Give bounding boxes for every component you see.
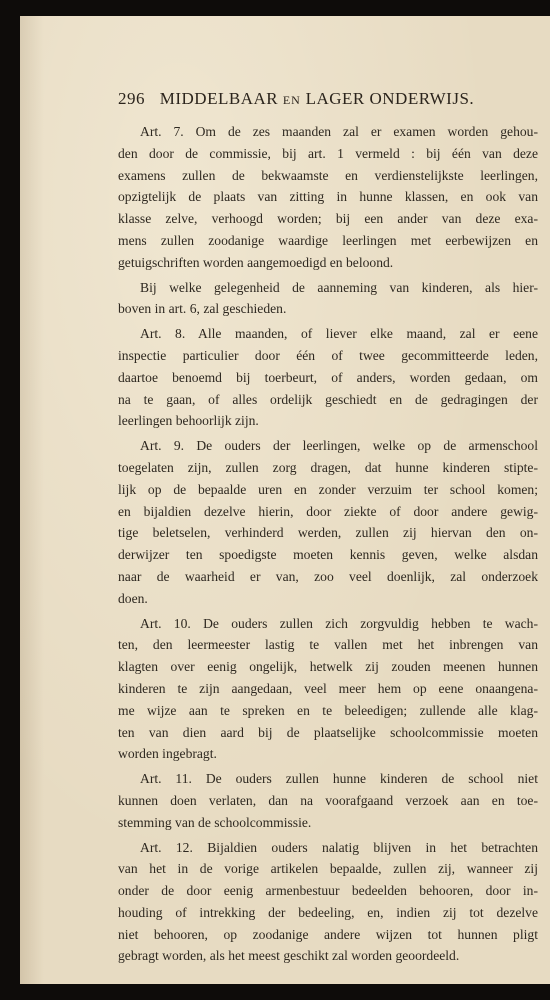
- running-title-part1: MIDDELBAAR: [159, 89, 279, 108]
- text-line: worden ingebragt.: [118, 746, 217, 762]
- running-head: [118, 89, 528, 109]
- text-line: Art. 9. De ouders der leerlingen, welke op de armenschool: [140, 438, 538, 454]
- text-line: boven in art. 6, zal geschieden.: [118, 301, 287, 317]
- text-line: Art. 7. Om de zes maanden zal er examen worden gehou-: [140, 124, 538, 139]
- text-line: me wijze aan te spreken en te beleedigen; zullende alle klag-: [118, 702, 538, 718]
- text-line: klasse zelve, verhoogd worden; bij een ander van deze exa-: [118, 211, 538, 227]
- text-line: tige beletselen, verhinderd werden, zullen zij hiervan den on-: [118, 525, 538, 541]
- paragraph: [118, 121, 538, 274]
- body-text: [118, 121, 538, 970]
- text-line: opzigtelijk de plaats van zitting in hunne klassen, en ook van: [118, 189, 538, 205]
- page-number: 296: [118, 89, 145, 108]
- text-line: onder de door eenig armenbestuur bedeelden behooren, door in-: [118, 883, 538, 899]
- text-line: lijk op de bepaalde uren en zonder verzuim ter school komen;: [118, 481, 538, 497]
- text-line: inspectie particulier door één of twee gecommitteerde leden,: [118, 347, 538, 363]
- text-line: Bij welke gelegenheid de aanneming van kinderen, als hier-: [140, 279, 538, 295]
- text-line: naar de waarheid er van, zoo veel doenlijk, zal onderzoek: [118, 568, 538, 584]
- text-line: ten van dien aard bij de plaatselijke schoolcommissie moeten: [118, 724, 538, 740]
- text-line: en bijaldien dezelve hierin, door ziekte of door andere gewig-: [118, 503, 538, 519]
- paragraph: [118, 435, 538, 609]
- text-line: gebragt worden, als het meest geschikt zal worden geoordeeld.: [118, 948, 460, 964]
- text-line: houding of intrekking der bedeeling, en, indien zij tot dezelve: [118, 904, 538, 920]
- text-line: leerlingen behoorlijk zijn.: [118, 413, 259, 429]
- paragraph: [118, 768, 538, 833]
- text-line: Art. 10. De ouders zullen zich zorgvuldig hebben te wach-: [140, 615, 538, 631]
- text-line: getuigschriften worden aangemoedigd en beloond.: [118, 254, 394, 270]
- paragraph: [118, 837, 538, 968]
- text-line: examens zullen de bekwaamste en verdienstelijkste leerlingen,: [118, 167, 538, 183]
- running-title-part2: LAGER ONDERWIJS.: [305, 89, 475, 108]
- text-line: mens zullen zoodanige waardige leerlingen met eerbewijzen en: [118, 232, 538, 248]
- running-title-conjunction: EN: [282, 93, 301, 107]
- paragraph: [118, 613, 538, 766]
- text-line: derwijzer ten spoedigste moeten kennis geven, welke alsdan: [118, 547, 538, 563]
- text-line: niet behooren, op zoodanige andere wijzen tot hunnen pligt: [118, 926, 538, 942]
- text-line: Art. 12. Bijaldien ouders nalatig blijven in het betrachten: [140, 839, 538, 855]
- paragraph: [118, 277, 538, 321]
- text-line: na te gaan, of alles ordelijk geschiedt en de gedragingen der: [118, 391, 538, 407]
- text-line: toegelaten zijn, zullen zorg dragen, dat hunne kinderen stipte-: [118, 459, 538, 475]
- text-line: Art. 11. De ouders zullen hunne kinderen de school niet: [140, 771, 538, 787]
- text-line: doen.: [118, 590, 148, 606]
- text-line: ten, den leermeester lastig te vallen met het inbrengen van: [118, 637, 538, 653]
- paragraph: [118, 323, 538, 432]
- text-line: stemming van de schoolcommissie.: [118, 814, 312, 830]
- text-line: daartoe benoemd bij toerbeurt, of anders, worden gedaan, om: [118, 369, 538, 385]
- text-line: kunnen doen verlaten, dan na voorafgaand verzoek aan en toe-: [118, 792, 538, 808]
- text-line: klagten over eenig ongelijk, hetwelk zij zouden meenen hunnen: [118, 659, 538, 675]
- book-page: [20, 16, 550, 984]
- text-line: den door de commissie, bij art. 1 vermeld : bij één van deze: [118, 145, 538, 161]
- text-line: kinderen te zijn aangedaan, veel meer hem op eene onaangena-: [118, 680, 538, 696]
- text-line: Art. 8. Alle maanden, of liever elke maand, zal er eene: [140, 326, 538, 342]
- text-line: van het in de vorige artikelen bepaalde, zullen zij, wanneer zij: [118, 861, 538, 877]
